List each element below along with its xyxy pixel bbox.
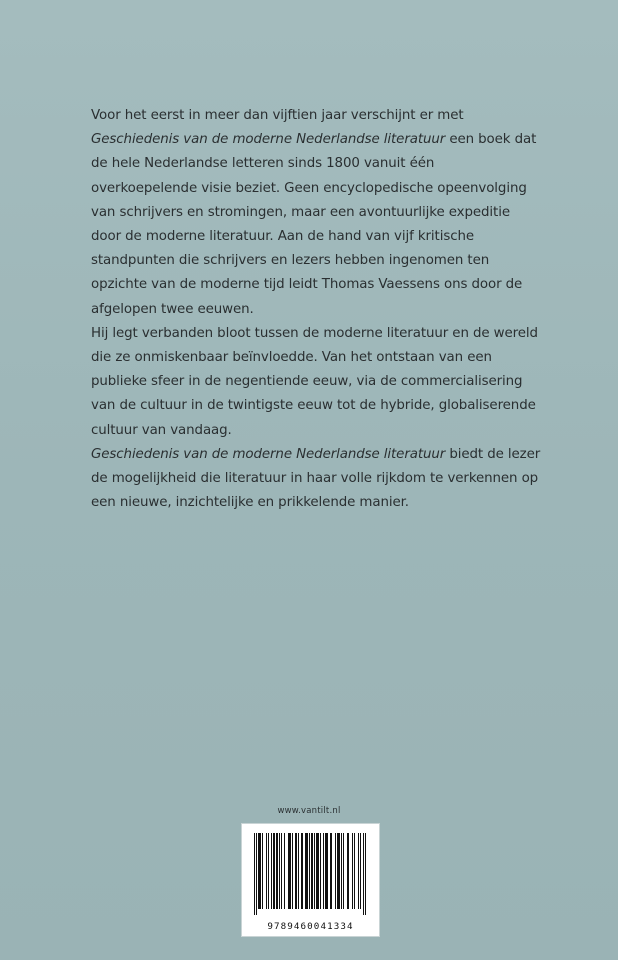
barcode-bar xyxy=(323,833,324,909)
blurb-p1-body: een boek dat de hele Nederlandse letteren sinds 1800 vanuit één overkoepelende visie beziet. Geen encyclopedische opeenvolging van schrijvers en stromingen, maar een avontuurlijke expeditie door de moderne literatuur. Aan de hand van vijf kritische standpunten die schrijvers en lezers hebben ingenomen ten opzichte van de moderne tijd leidt Thomas Vaessens ons door de afgelopen twee eeuwen. xyxy=(91,132,537,317)
barcode-bar xyxy=(298,833,299,909)
blurb-p1-intro: Voor het eerst in meer dan vijftien jaar verschijnt er met xyxy=(91,108,464,123)
barcode-bar xyxy=(301,833,303,909)
barcode-bar xyxy=(266,833,267,909)
barcode-bars xyxy=(252,833,369,915)
blurb-p3-book-title: Geschiedenis van de moderne Nederlandse literatuur xyxy=(91,446,446,462)
barcode-bar xyxy=(292,833,293,909)
barcode-bar xyxy=(271,833,272,909)
barcode-bar xyxy=(258,833,261,909)
barcode-bar xyxy=(256,833,257,915)
barcode-bar xyxy=(347,833,349,909)
barcode-bar xyxy=(284,833,285,909)
barcode-bar xyxy=(254,833,255,915)
barcode-bar xyxy=(320,833,321,909)
isbn-digits: 9789460041334 xyxy=(267,921,354,932)
barcode-bar xyxy=(330,833,332,909)
barcode-bar xyxy=(314,833,315,909)
barcode-bar xyxy=(281,833,282,909)
barcode-bar xyxy=(276,833,278,909)
barcode-bar xyxy=(316,833,319,909)
isbn-barcode xyxy=(241,823,380,937)
barcode-bar xyxy=(358,833,359,909)
barcode-bar xyxy=(305,833,308,909)
barcode-bar xyxy=(295,833,297,909)
barcode-bar xyxy=(354,833,355,909)
barcode-bar xyxy=(279,833,280,909)
blurb-text xyxy=(91,104,541,515)
barcode-bar xyxy=(337,833,340,909)
barcode-bar xyxy=(325,833,328,909)
barcode-bar xyxy=(365,833,366,915)
blurb-p1-book-title: Geschiedenis van de moderne Nederlandse literatuur xyxy=(91,132,446,148)
barcode-bar xyxy=(363,833,364,915)
blurb-paragraph-3 xyxy=(91,443,541,516)
publisher-url: www.vantilt.nl xyxy=(277,806,341,816)
barcode-bar xyxy=(343,833,344,909)
barcode-bar xyxy=(341,833,342,909)
barcode-bar xyxy=(311,833,313,909)
barcode-bar xyxy=(360,833,361,909)
barcode-bar xyxy=(262,833,263,909)
barcode-bar xyxy=(309,833,310,909)
barcode-bar xyxy=(288,833,291,909)
barcode-bar xyxy=(268,833,269,909)
barcode-bar xyxy=(273,833,275,909)
blurb-paragraph-2: Hij legt verbanden bloot tussen de moderne literatuur en de wereld die ze onmiskenbaar beïnvloedde. Van het ontstaan van een publieke sfeer in de negentiende eeuw, via de commercialisering van de cultuur in de twintigste eeuw tot de hybride, globaliserende cultuur van vandaag. xyxy=(91,325,538,438)
blurb-paragraph-1 xyxy=(91,104,541,322)
barcode-bar xyxy=(352,833,353,909)
barcode-bar xyxy=(335,833,336,909)
blurb-p3-body: biedt de lezer de mogelijkheid die literatuur in haar volle rijkdom te verkennen op een nieuwe, inzichtelijke en prikkelende manier. xyxy=(91,446,541,511)
